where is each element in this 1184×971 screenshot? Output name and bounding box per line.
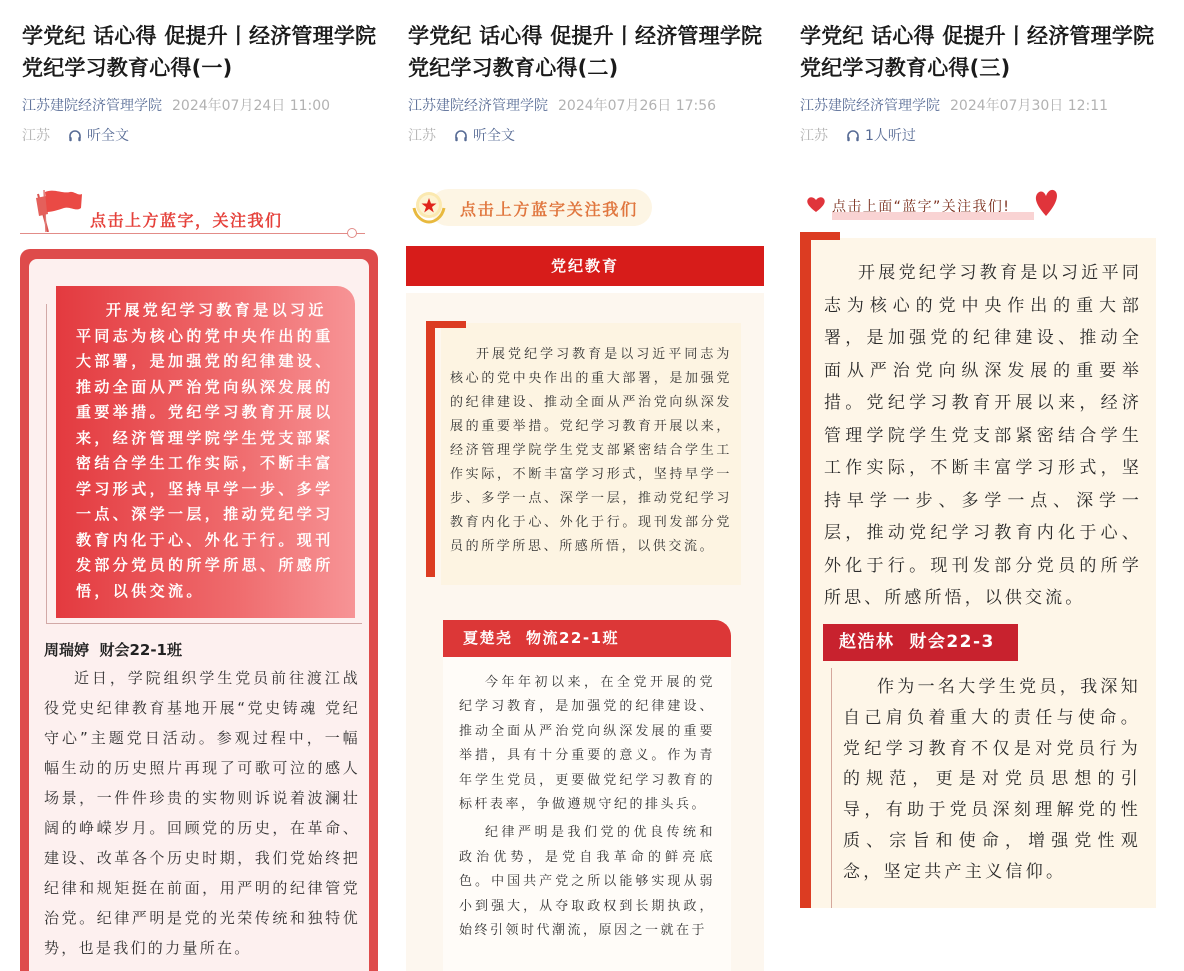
decor-bracket (426, 321, 435, 577)
listen-button[interactable] (68, 126, 129, 146)
star-emblem-icon (408, 186, 450, 228)
decor-bracket (800, 232, 811, 908)
listen-label: 听全文 (87, 128, 129, 144)
content-paper (406, 293, 764, 971)
listen-button[interactable] (454, 126, 515, 146)
article-meta (800, 96, 1108, 116)
article-body-card (443, 657, 731, 971)
divider (20, 233, 365, 234)
location: 江苏 (800, 128, 828, 144)
section-banner: 党纪教育 (406, 246, 764, 286)
article-meta (408, 96, 716, 116)
decor-bracket (800, 232, 840, 240)
decor-line (46, 623, 362, 624)
follow-banner (798, 186, 1068, 226)
account-name-link[interactable]: 江苏建院经济管理学院 (22, 98, 162, 114)
article-1 (0, 0, 390, 971)
location: 江苏 (22, 128, 50, 144)
red-flag-icon (32, 188, 92, 232)
article-meta (22, 96, 330, 116)
article-body-p1: 今年年初以来，在全党开展的党纪学习教育，是加强党的纪律建设、推动全面从严治党向纵深发展的重要举措，具有十分重要的意义。作为青年学生党员，更要做党纪学习教育的标杆表率，争做遵规守纪的排头兵。 (459, 675, 715, 813)
follow-banner (20, 188, 365, 240)
publish-date: 2024年07月26日 17:56 (558, 98, 717, 114)
author-name: 赵浩林 财会22-3 (823, 624, 1018, 661)
article-3 (786, 0, 1184, 971)
article-title: 学党纪 话心得 促提升丨经济管理学院党纪学习教育心得(一) (22, 24, 377, 80)
follow-text: 点击上面“蓝字”关注我们! (832, 199, 1011, 215)
publish-date: 2024年07月24日 11:00 (172, 98, 331, 114)
heart-icon (804, 194, 828, 214)
headphones-icon (846, 129, 860, 143)
intro-box (441, 323, 741, 585)
listen-button[interactable] (846, 126, 916, 146)
article-body-p2: 纪律严明是我们党的优良传统和政治优势，是党自我革命的鲜亮底色。中国共产党之所以能够实现从弱小到强大，从夺取政权到长期执政，始终引领时代潮流，原因之一就在于 (459, 825, 715, 939)
divider-dot (347, 228, 357, 238)
intro-text: 开展党纪学习教育是以习近平同志为核心的党中央作出的重大部署，是加强党的纪律建设、推动全面从严治党向纵深发展的重要举措。党纪学习教育开展以来，经济管理学院学生党支部紧密结合学生工作实际，不断丰富学习形式，坚持早学一步、多学一点、深学一层，推动党纪学习教育内化于心、外化于行。现刊发部分党员的所学所思、所感所悟，以供交流。 (824, 263, 1142, 608)
decor-line (831, 668, 832, 908)
author-name: 周瑞婷 财会22-1班 (44, 641, 182, 659)
article-title: 学党纪 话心得 促提升丨经济管理学院党纪学习教育心得(三) (800, 24, 1155, 80)
intro-text: 开展党纪学习教育是以习近平同志为核心的党中央作出的重大部署，是加强党的纪律建设、推动全面从严治党向纵深发展的重要举措。党纪学习教育开展以来，经济管理学院学生党支部紧密结合学生工作实际，不断丰富学习形式，坚持早学一步、多学一点、深学一层，推动党纪学习教育内化于心、外化于行。现刊发部分党员的所学所思、所感所悟，以供交流。 (450, 347, 732, 554)
intro-text: 开展党纪学习教育是以习近平同志为核心的党中央作出的重大部署，是加强党的纪律建设、推动全面从严治党向纵深发展的重要举措。党纪学习教育开展以来，经济管理学院学生党支部紧密结合学生工作实际，不断丰富学习形式，坚持早学一步、多学一点、深学一层，推动党纪学习教育内化于心、外化于行。现刊发部分党员的所学所思、所感所悟，以供交流。 (76, 301, 334, 600)
decor-bracket (426, 321, 466, 328)
article-meta-secondary (408, 126, 515, 146)
author-name: 夏楚尧 物流22-1班 (443, 620, 731, 657)
article-title: 学党纪 话心得 促提升丨经济管理学院党纪学习教育心得(二) (408, 24, 763, 80)
publish-date: 2024年07月30日 12:11 (950, 98, 1109, 114)
article-2 (392, 0, 784, 971)
listen-label: 听全文 (473, 128, 515, 144)
headphones-icon (68, 129, 82, 143)
listen-label: 1人听过 (865, 128, 916, 144)
content-frame (20, 249, 378, 971)
follow-text: 点击上方蓝字，关注我们 (90, 211, 283, 230)
article-meta-secondary (22, 126, 129, 146)
decor-line (46, 304, 47, 624)
headphones-icon (454, 129, 468, 143)
heart-icon (1033, 186, 1059, 218)
article-meta-secondary (800, 126, 916, 146)
content-inner (29, 259, 369, 971)
article-body: 作为一名大学生党员，我深知自己肩负着重大的责任与使命。党纪学习教育不仅是对党员行为的规范，更是对党员思想的引导，有助于党员深刻理解党的性质、宗旨和使命，增强党性观念，坚定共产主义信仰。 (843, 677, 1141, 882)
account-name-link[interactable]: 江苏建院经济管理学院 (800, 98, 940, 114)
follow-text: 点击上方蓝字关注我们 (460, 200, 639, 219)
location: 江苏 (408, 128, 436, 144)
account-name-link[interactable]: 江苏建院经济管理学院 (408, 98, 548, 114)
article-body: 近日，学院组织学生党员前往渡江战役党史纪律教育基地开展“党史铸魂 党纪守心”主题党日活动。参观过程中，一幅幅生动的历史照片再现了可歌可泣的感人场景，一件件珍贵的实物则诉说着波澜壮阔的峥嵘岁月。回顾党的历史，在革命、建设、改革各个历史时期，我们党始终把纪律和规矩挺在前面，用严明的纪律管党治党。纪律严明是党的光荣传统和独特优势，也是我们的力量所在。 (44, 669, 360, 957)
intro-box (56, 286, 355, 618)
